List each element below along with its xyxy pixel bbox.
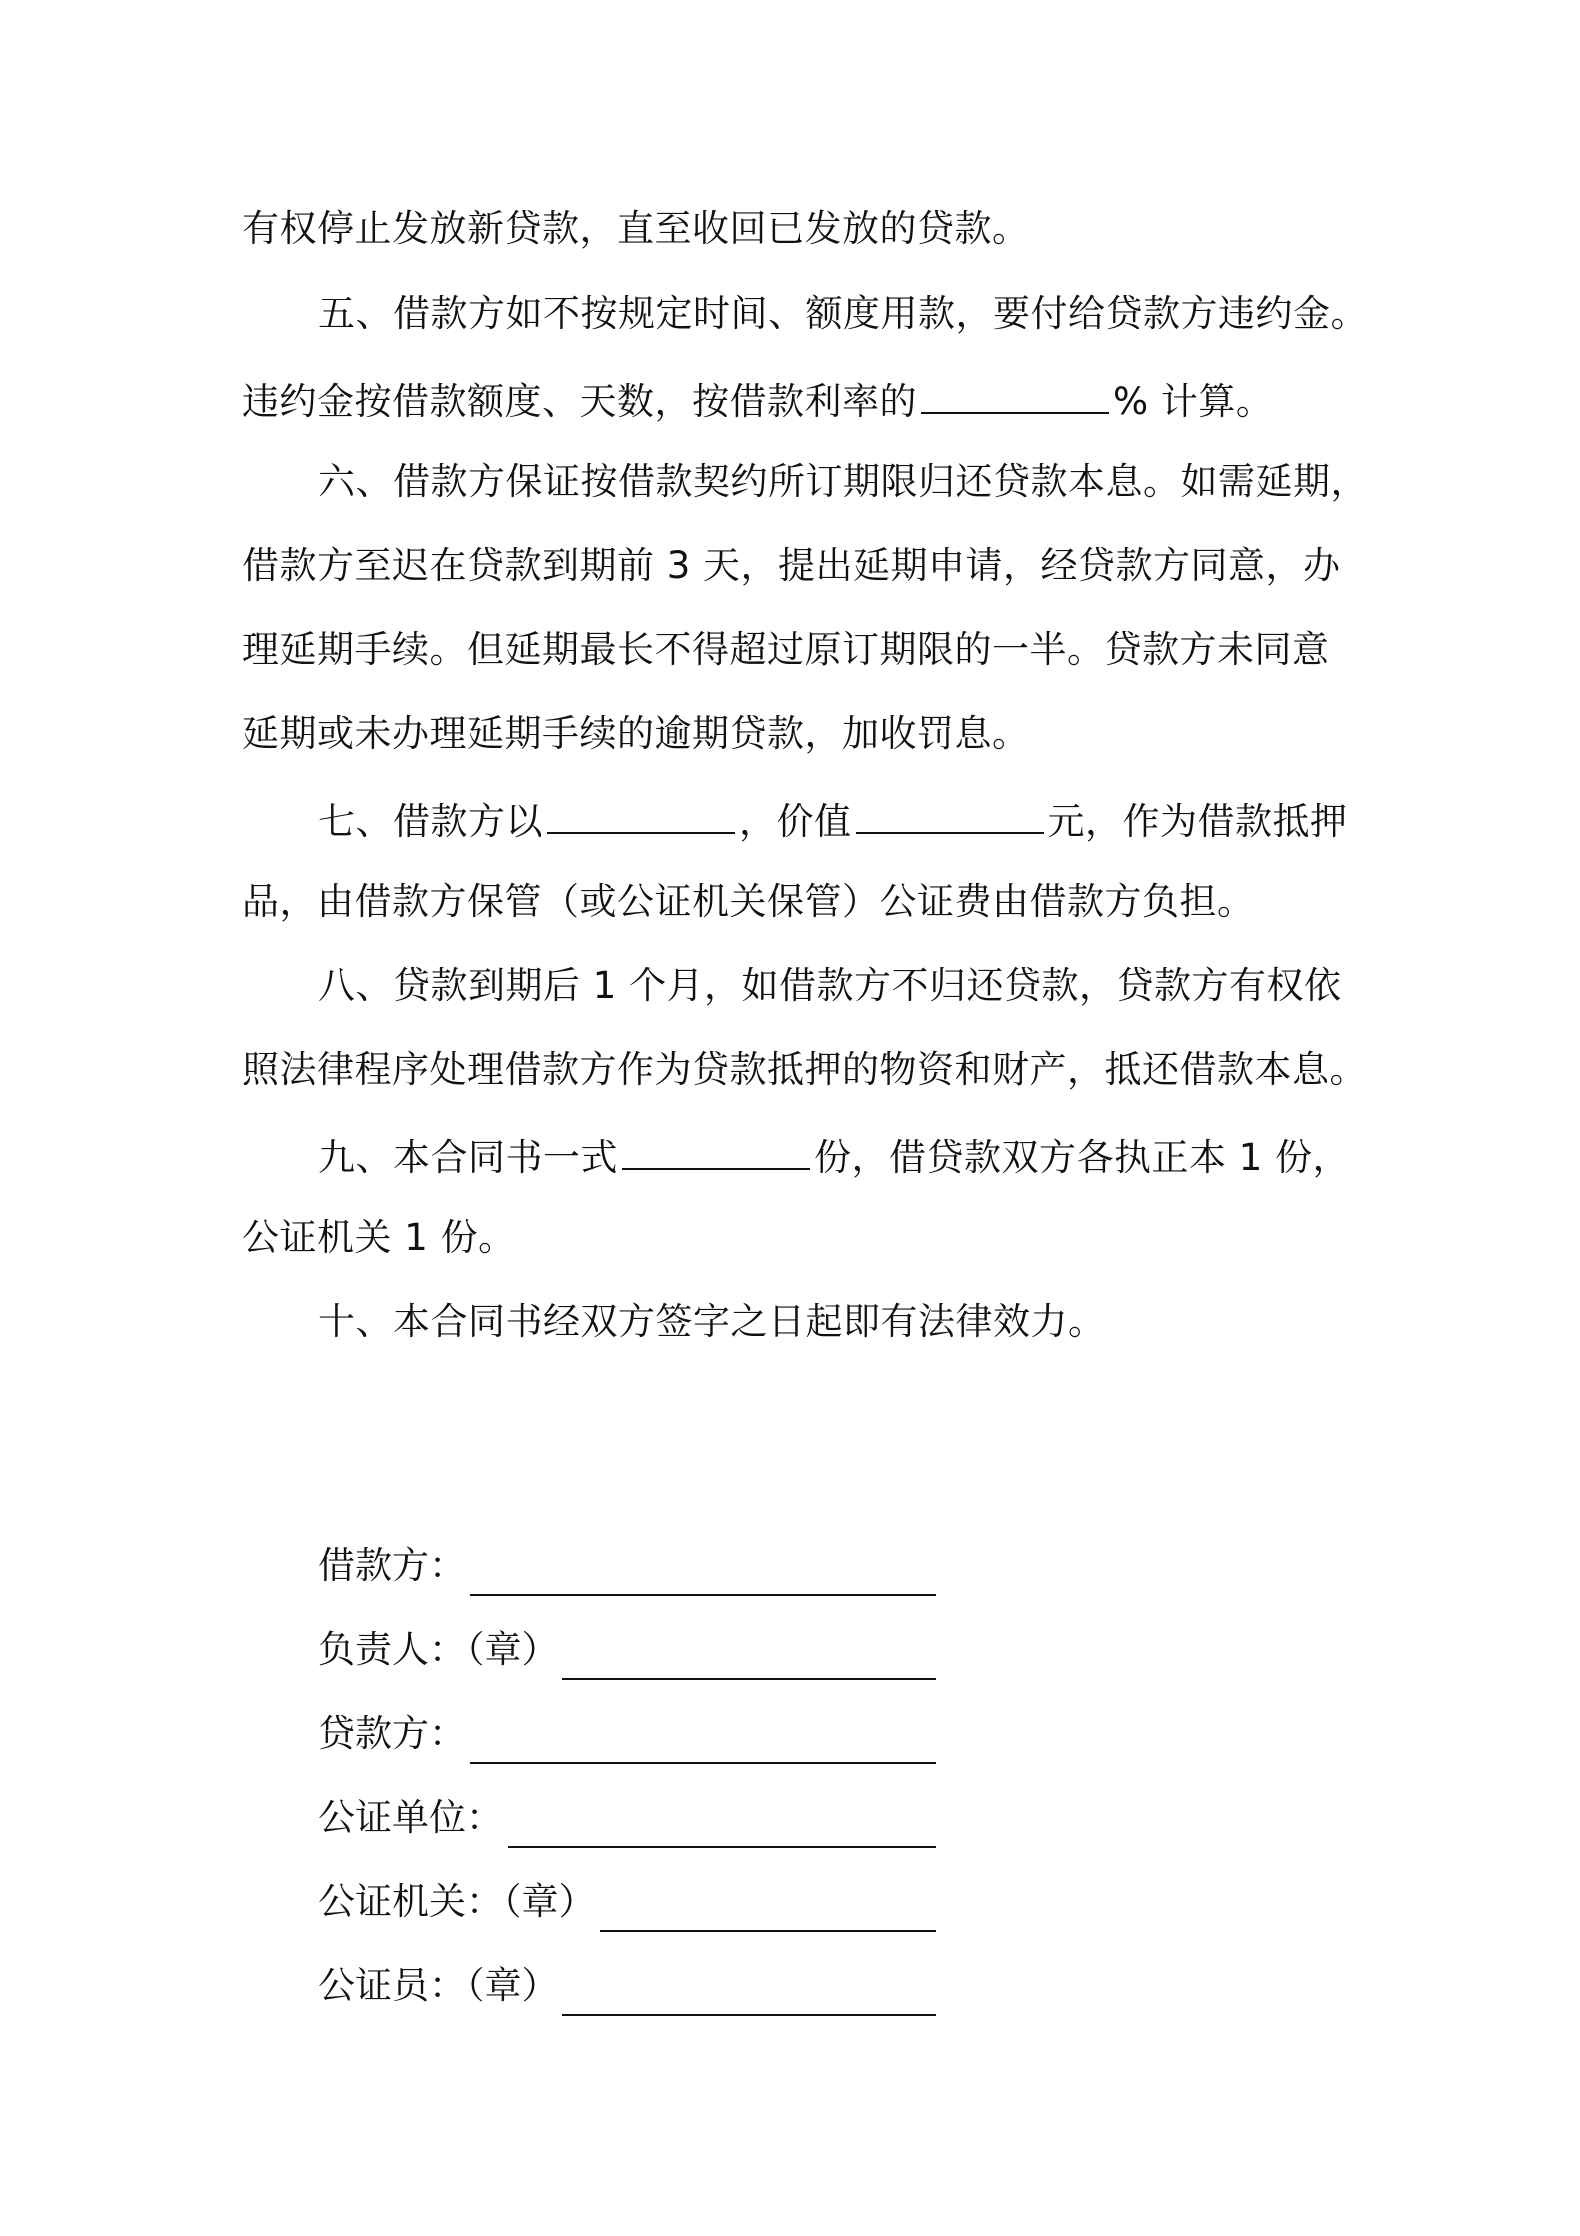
penalty-rate-blank[interactable]	[921, 374, 1109, 414]
paragraph-6-line-3: 理延期手续。但延期最长不得超过原订期限的一半。贷款方未同意	[242, 628, 1330, 671]
paragraph-4-continuation: 有权停止发放新贷款，直至收回已发放的贷款。	[242, 207, 1030, 250]
notary-office-signature-line[interactable]	[600, 1928, 936, 1932]
paragraph-7-text-c: 元，作为借款抵押	[1047, 800, 1348, 843]
collateral-blank[interactable]	[547, 794, 735, 834]
collateral-value-blank[interactable]	[856, 794, 1044, 834]
notary-unit-label: 公证单位：	[318, 1796, 503, 1839]
paragraph-7-text-a: 七、借款方以	[318, 800, 543, 843]
paragraph-5-line-1: 五、借款方如不按规定时间、额度用款，要付给贷款方违约金。	[318, 292, 1368, 335]
paragraph-8-line-1: 八、贷款到期后 1 个月，如借款方不归还贷款，贷款方有权依	[318, 964, 1342, 1007]
paragraph-5-text-a: 违约金按借款额度、天数，按借款利率的	[242, 380, 917, 423]
paragraph-9-line-2: 公证机关 1 份。	[242, 1216, 516, 1259]
paragraph-9-line-1	[318, 1130, 1438, 1182]
notary-officer-signature-line[interactable]	[562, 2012, 936, 2016]
notary-unit-signature-line[interactable]	[508, 1844, 936, 1848]
paragraph-9-text-a: 九、本合同书一式	[318, 1136, 618, 1179]
paragraph-6-line-4: 延期或未办理延期手续的逾期贷款，加收罚息。	[242, 712, 1030, 755]
lender-signature-line[interactable]	[470, 1760, 936, 1764]
responsible-person-signature-line[interactable]	[562, 1676, 936, 1680]
paragraph-6-line-1: 六、借款方保证按借款契约所订期限归还贷款本息。如需延期，	[318, 460, 1368, 503]
responsible-person-label: 负责人：（章）	[318, 1628, 559, 1671]
paragraph-7-line-2: 品，由借款方保管（或公证机关保管）公证费由借款方负担。	[242, 880, 1255, 923]
borrower-label: 借款方：	[318, 1544, 466, 1587]
lender-label: 贷款方：	[318, 1712, 466, 1755]
copies-blank[interactable]	[622, 1130, 810, 1170]
paragraph-7-text-b: ，价值	[739, 800, 852, 843]
paragraph-9-text-b: 份，借贷款双方各执正本 1 份，	[814, 1136, 1351, 1179]
paragraph-8-line-2: 照法律程序处理借款方作为贷款抵押的物资和财产，抵还借款本息。	[242, 1048, 1367, 1091]
paragraph-5-line-2	[242, 374, 1362, 426]
borrower-signature-line[interactable]	[470, 1592, 936, 1596]
paragraph-7-line-1	[318, 794, 1438, 846]
paragraph-10: 十、本合同书经双方签字之日起即有法律效力。	[318, 1300, 1106, 1343]
notary-office-label: 公证机关：（章）	[318, 1880, 596, 1923]
paragraph-5-text-b: % 计算。	[1113, 380, 1274, 423]
paragraph-6-line-2: 借款方至迟在贷款到期前 3 天，提出延期申请，经贷款方同意，办	[242, 544, 1341, 587]
notary-officer-label: 公证员：（章）	[318, 1964, 559, 2007]
